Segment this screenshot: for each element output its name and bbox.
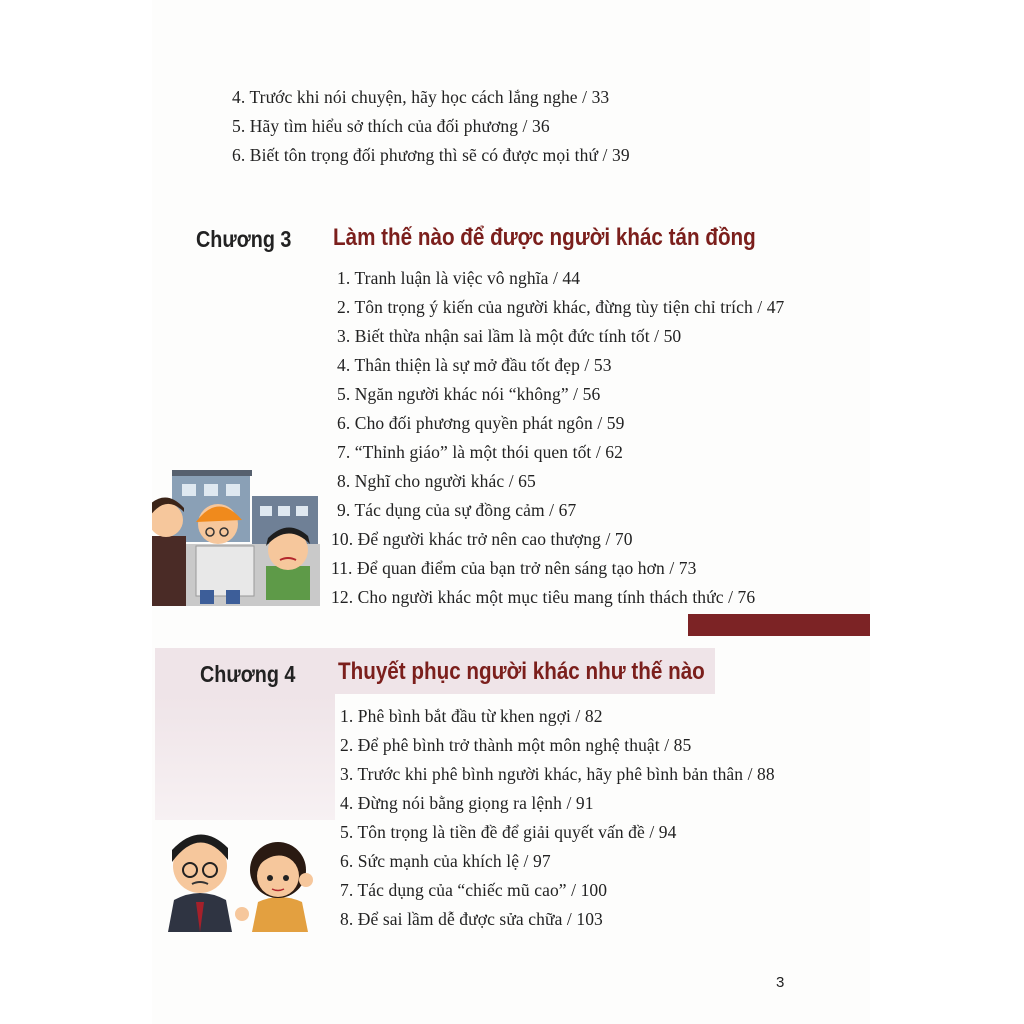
- toc-item: 10. Để người khác trở nên cao thượng / 70: [331, 529, 633, 549]
- toc-item: 6. Cho đối phương quyền phát ngôn / 59: [337, 413, 625, 433]
- toc-item: 5. Ngăn người khác nói “không” / 56: [337, 384, 601, 404]
- toc-item: 7. “Thỉnh giáo” là một thói quen tốt / 62: [337, 442, 623, 462]
- toc-item: 7. Tác dụng của “chiếc mũ cao” / 100: [340, 880, 608, 900]
- toc-item: 12. Cho người khác một mục tiêu mang tính thách thức / 76: [331, 587, 756, 607]
- toc-item: 4. Đừng nói bằng giọng ra lệnh / 91: [340, 793, 594, 813]
- man-woman-illustration: [160, 822, 320, 932]
- toc-item: 1. Phê bình bắt đầu từ khen ngợi / 82: [340, 706, 603, 726]
- toc-item: 5. Hãy tìm hiểu sở thích của đối phương / 36: [232, 116, 550, 136]
- toc-item: 6. Biết tôn trọng đối phương thì sẽ có được mọi thứ / 39: [232, 145, 630, 165]
- decorative-band: [688, 614, 870, 636]
- page-number: 3: [776, 974, 785, 991]
- people-street-illustration: [152, 466, 320, 606]
- toc-item: 8. Để sai lầm dễ được sửa chữa / 103: [340, 909, 603, 929]
- chapter-4-side-band: [155, 694, 335, 820]
- toc-item: 6. Sức mạnh của khích lệ / 97: [340, 851, 551, 871]
- toc-item: 2. Tôn trọng ý kiến của người khác, đừng tùy tiện chỉ trích / 47: [337, 297, 785, 317]
- toc-item: 8. Nghĩ cho người khác / 65: [337, 471, 536, 491]
- toc-item: 1. Tranh luận là việc vô nghĩa / 44: [337, 268, 581, 288]
- toc-item: 2. Để phê bình trở thành một môn nghệ thuật / 85: [340, 735, 692, 755]
- chapter-3-title: Làm thế nào để được người khác tán đồng: [333, 224, 756, 251]
- toc-item: 3. Biết thừa nhận sai lầm là một đức tính tốt / 50: [337, 326, 682, 346]
- toc-item: 11. Để quan điểm của bạn trở nên sáng tạo hơn / 73: [331, 558, 697, 578]
- chapter-4-title: Thuyết phục người khác như thế nào: [338, 658, 705, 685]
- toc-item: 4. Thân thiện là sự mở đầu tốt đẹp / 53: [337, 355, 612, 375]
- chapter-3-label: Chương 3: [196, 226, 292, 252]
- chapter-4-label: Chương 4: [200, 661, 296, 687]
- toc-item: 9. Tác dụng của sự đồng cảm / 67: [337, 500, 577, 520]
- toc-item: 3. Trước khi phê bình người khác, hãy phê bình bản thân / 88: [340, 764, 775, 784]
- toc-item: 5. Tôn trọng là tiền đề để giải quyết vấn đề / 94: [340, 822, 677, 842]
- toc-item: 4. Trước khi nói chuyện, hãy học cách lắng nghe / 33: [232, 87, 610, 107]
